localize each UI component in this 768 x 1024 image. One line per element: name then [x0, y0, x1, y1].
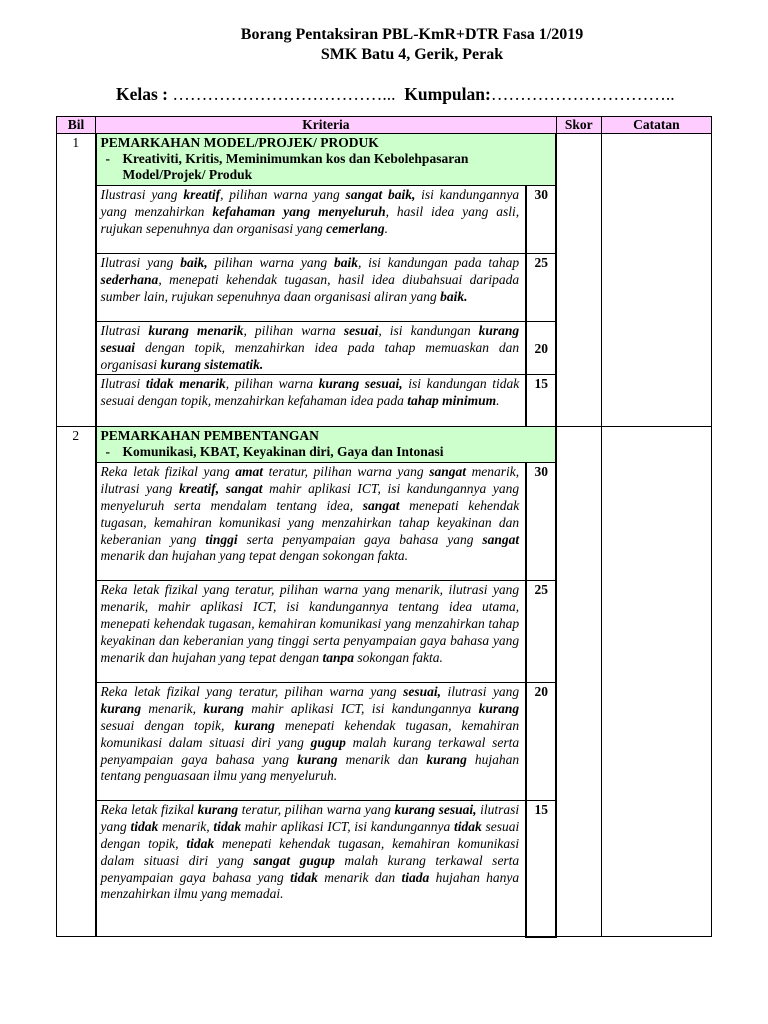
criteria-text [96, 463, 527, 581]
emphasis-text: baik. [440, 288, 468, 304]
text-run: Ilustrasi yang [100, 187, 184, 202]
text-run: menepati kehendak tugasan, kemahiran komunikasi dalam situasi diri yang [100, 717, 520, 750]
emphasis-text: kurang [297, 751, 338, 767]
text-run: . [496, 393, 500, 409]
text-run: dengan topik, menzahirkan idea pada tahap memuaskan dan organisasi [100, 339, 520, 372]
emphasis-text: kurang [478, 701, 520, 717]
emphasis-text: tanpa [322, 649, 355, 665]
score-value: 30 [526, 463, 556, 581]
text-run: isi kandungan tidak sesuai dengan topik, menzahirkan kefahaman idea pada [100, 376, 520, 409]
text-run: mahir aplikasi ICT, isi kandungannya yang menyeluruh serta mendalam tentang idea, [100, 481, 520, 513]
text-run: Ilutrasi yang [100, 255, 181, 270]
emphasis-text: kurang [426, 751, 467, 767]
emphasis-text: sangat [362, 497, 400, 513]
assessment-table [56, 116, 712, 938]
text-run: malah kurang terkawal serta penyampaian gaya bahasa yang [100, 852, 520, 885]
emphasis-text: tidak [453, 819, 482, 835]
score-value: 25 [526, 581, 556, 683]
criteria-text [96, 801, 527, 937]
header-catatan: Catatan [601, 117, 711, 134]
text-run: menarik, [141, 701, 204, 717]
kelas-blank[interactable]: ………………………………... [172, 84, 396, 104]
emphasis-text: sesuai [343, 323, 379, 338]
section-heading [96, 427, 557, 463]
text-run: , isi kandungan [378, 323, 479, 338]
text-run: , hasil idea yang asli, rujukan sepenuhnya dan organisasi yang [100, 203, 520, 236]
skor-cell[interactable] [556, 427, 601, 937]
emphasis-text: kurang sistematik. [160, 356, 264, 372]
skor-cell[interactable] [556, 134, 601, 427]
score-value: 15 [526, 375, 556, 427]
text-run: Ilutrasi [100, 323, 149, 338]
text-run: , isi kandungan pada tahap [357, 255, 520, 270]
criteria-text [96, 683, 527, 801]
text-run: , menepati kehendak tugasan, hasil idea diubahsuai daripada sumber lain, rujukan sepenuhnya daan organisasi aliran yang [100, 271, 520, 304]
header-skor: Skor [556, 117, 601, 134]
section-number: 2 [57, 427, 96, 937]
header-bil: Bil [57, 117, 96, 134]
emphasis-text: sangat [482, 531, 520, 547]
text-run: Reka letak fizikal yang teratur, pilihan warna yang [100, 684, 404, 700]
kumpulan-label: Kumpulan: [404, 84, 491, 104]
kumpulan-blank[interactable]: ………………………….. [490, 84, 675, 104]
emphasis-text: tiada [401, 869, 430, 885]
score-value: 30 [526, 186, 556, 254]
catatan-cell[interactable] [601, 134, 711, 427]
header-kriteria: Kriteria [96, 117, 557, 134]
emphasis-text: kurang [197, 802, 239, 818]
section-title: PEMARKAHAN MODEL/PROJEK/ PRODUK [100, 135, 379, 150]
text-run: menepati kehendak tugasan, kemahiran komunikasi yang menzahirkan tahap keyakinan dan keberanian yang [100, 497, 520, 547]
emphasis-text: tidak menarik [145, 376, 226, 392]
text-run: Reka letak fizikal [100, 802, 198, 818]
emphasis-text: amat [235, 464, 264, 480]
table-header-row [57, 117, 712, 134]
emphasis-text: gugup [310, 734, 346, 750]
criteria-text [96, 375, 527, 427]
text-run: . [384, 220, 389, 236]
text-run: , pilihan warna [243, 323, 344, 338]
text-run: serta penyampaian gaya bahasa yang [237, 531, 483, 547]
section-number: 1 [57, 134, 96, 427]
text-run: , pilihan warna yang [220, 187, 346, 202]
section-heading [96, 134, 557, 186]
text-run: teratur, pilihan warna yang [238, 802, 395, 818]
form-title: Borang Pentaksiran PBL-KmR+DTR Fasa 1/2019 [240, 26, 584, 43]
text-run: hujahan hanya menzahirkan ilmu yang memadai. [100, 869, 520, 902]
section-subtitle: - Kreativiti, Kritis, Meminimumkan kos dan Kebolehpasaran Model/Projek/ Produk [105, 151, 469, 182]
criteria-text [96, 581, 527, 683]
emphasis-text: kurang sesuai, [394, 802, 477, 818]
section-title: PEMARKAHAN PEMBENTANGAN [100, 428, 319, 444]
text-run: Reka letak fizikal yang [100, 464, 236, 480]
emphasis-text: baik [333, 255, 358, 270]
text-run: isi kandungannya yang menzahirkan [100, 187, 520, 219]
score-value: 15 [526, 801, 556, 937]
emphasis-text: sesuai, [403, 684, 441, 700]
emphasis-text: tinggi [205, 531, 238, 547]
section-subtitle: - Komunikasi, KBAT, Keyakinan diri, Gaya dan Intonasi [105, 444, 444, 460]
text-run: , pilihan warna [225, 376, 319, 392]
emphasis-text: kefahaman yang menyeluruh [212, 203, 386, 219]
school-name: SMK Batu 4, Gerik, Perak [320, 46, 504, 63]
emphasis-text: tidak [186, 835, 215, 851]
emphasis-text: sangat baik, [345, 187, 416, 202]
emphasis-text: kurang [100, 701, 142, 717]
emphasis-text: cemerlang [326, 220, 385, 236]
text-run: sesuai dengan topik, [100, 717, 235, 733]
text-run: menarik dan [337, 751, 427, 767]
text-run: hujahan tentang penguasaan ilmu yang menyeluruh. [100, 751, 520, 784]
text-run: sesuai dengan topik, [100, 819, 520, 851]
emphasis-text: kurang [234, 717, 275, 733]
criteria-text [96, 254, 527, 322]
score-value: 25 [526, 254, 556, 322]
emphasis-text: kurang menarik [148, 323, 244, 338]
emphasis-text: kreatif [183, 187, 221, 202]
text-run: malah kurang terkawal serta penyampaian gaya bahasa yang [100, 734, 520, 767]
criteria-text [96, 186, 527, 254]
text-run: mahir aplikasi ICT, isi kandungannya [243, 701, 479, 717]
score-value: 20 [526, 322, 556, 375]
class-group-line [116, 84, 675, 105]
emphasis-text: sangat gugup [253, 852, 335, 868]
emphasis-text: tahap minimum [407, 393, 497, 409]
text-run: menarik, ilutrasi yang [100, 464, 520, 497]
emphasis-text: tidak [213, 819, 242, 835]
emphasis-text: sangat [429, 464, 466, 480]
emphasis-text: baik, [180, 255, 208, 270]
text-run: sokongan fakta. [354, 649, 443, 665]
criteria-text [96, 322, 527, 375]
text-run: menarik, [158, 819, 214, 835]
text-run: teratur, pilihan warna yang [263, 464, 430, 480]
emphasis-text: kurang sesuai [100, 323, 520, 355]
text-run: menarik dan hujahan yang tepat dengan sokongan fakta. [100, 548, 409, 564]
text-run: menepati kehendak tugasan, kemahiran komunikasi dalam situasi diri yang [100, 835, 520, 868]
emphasis-text: tidak [130, 819, 159, 835]
text-run: mahir aplikasi ICT, isi kandungannya [241, 819, 454, 835]
text-run: menarik dan [317, 869, 402, 885]
text-run: Reka letak fizikal yang teratur, pilihan warna yang menarik, ilutrasi yang menarik, mahir aplikasi ICT, isi kandungannya tentang idea utama, menepati kehendak tugasan, kemahiran komunikasi yang menzahirkan tahap keyakinan dan keberanian yang tinggi serta penyampaian gaya bahasa yang menarik dan hujahan yang tepat dengan [100, 582, 520, 665]
text-run: ilutrasi yang [100, 802, 520, 835]
kelas-label: Kelas : [116, 84, 169, 104]
score-value: 20 [526, 683, 556, 801]
emphasis-text: sederhana [100, 271, 159, 287]
text-run: ilutrasi yang [441, 684, 520, 700]
text-run: Ilutrasi [100, 376, 146, 392]
text-run: pilihan warna yang [207, 255, 334, 270]
emphasis-text: kurang [203, 701, 244, 717]
emphasis-text: tidak [290, 869, 318, 885]
emphasis-text: kurang sesuai, [318, 376, 403, 392]
catatan-cell[interactable] [601, 427, 711, 937]
emphasis-text: kreatif, sangat [179, 481, 263, 497]
